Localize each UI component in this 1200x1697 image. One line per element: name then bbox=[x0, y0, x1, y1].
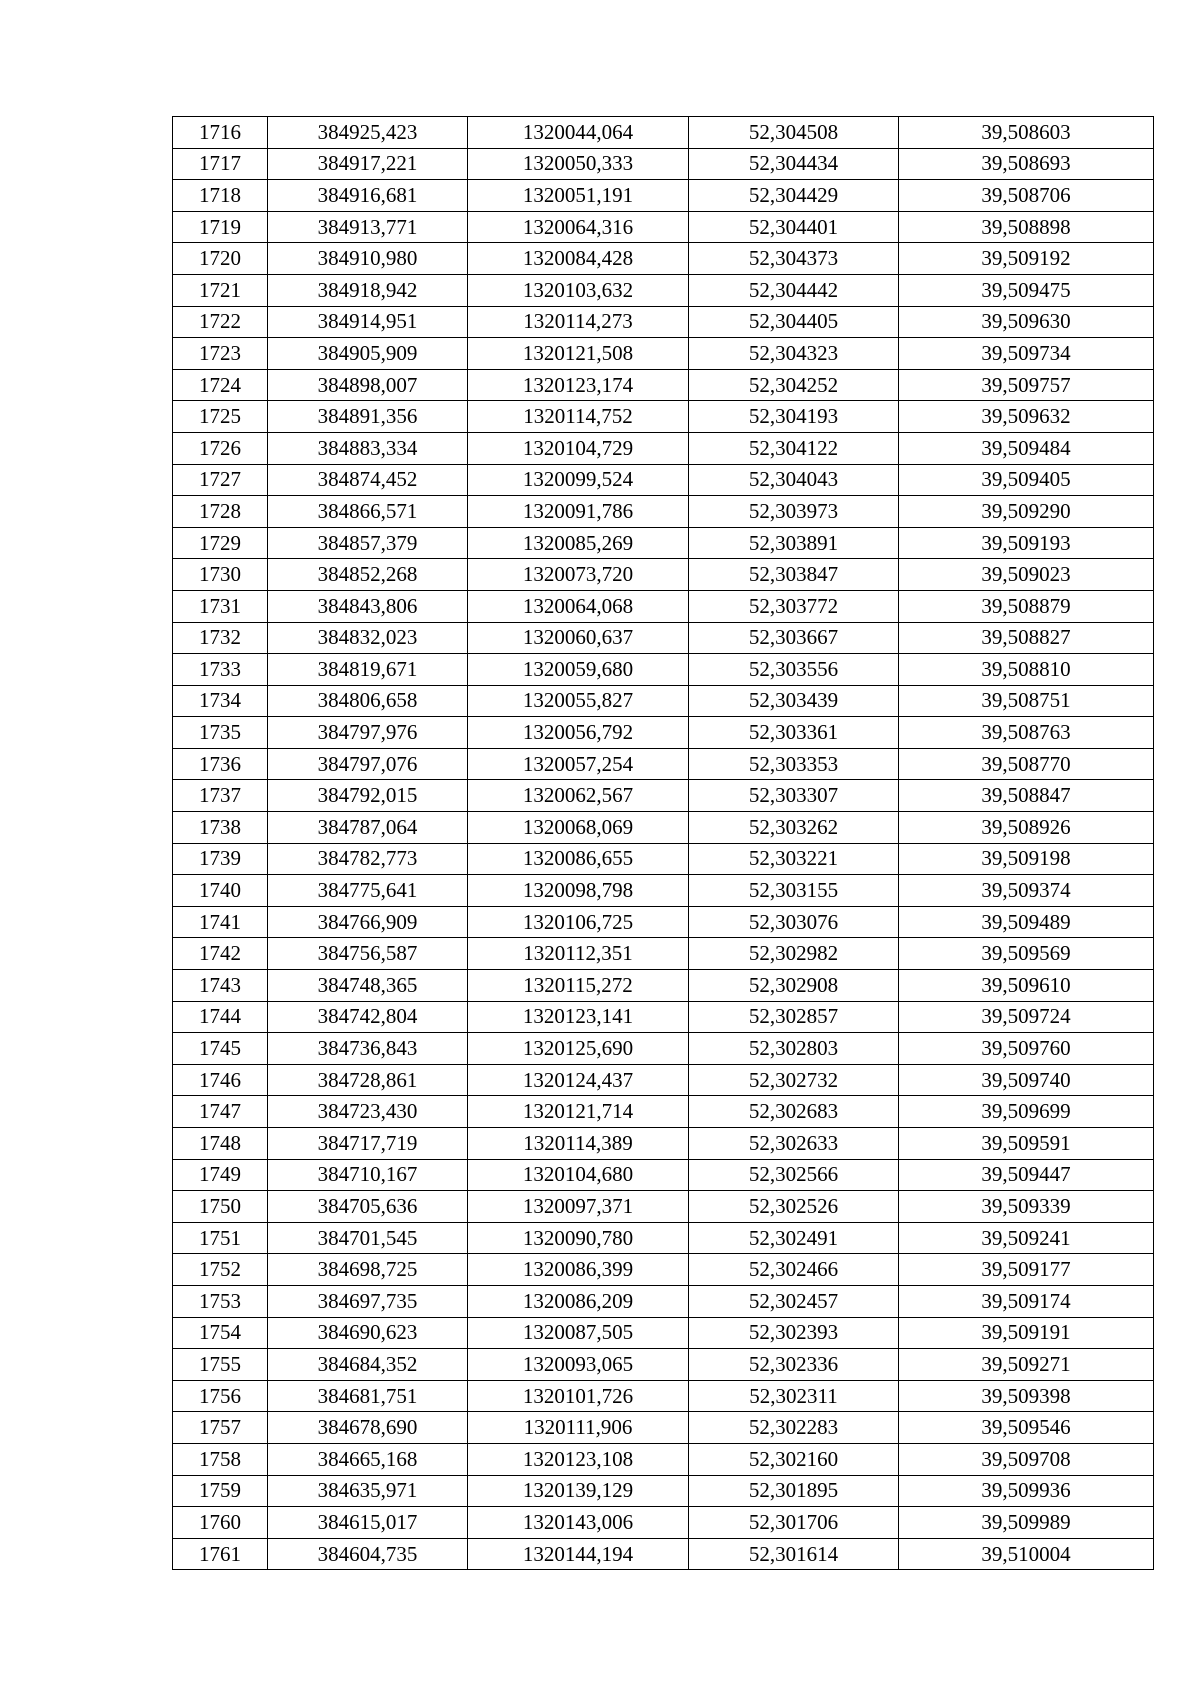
point-number-cell: 1735 bbox=[173, 717, 268, 749]
point-number-cell: 1725 bbox=[173, 401, 268, 433]
point-number-cell: 1718 bbox=[173, 180, 268, 212]
longitude-cell: 39,509339 bbox=[899, 1191, 1154, 1223]
point-number-cell: 1739 bbox=[173, 843, 268, 875]
latitude-cell: 52,302982 bbox=[689, 938, 899, 970]
y-coordinate-cell: 1320051,191 bbox=[468, 180, 689, 212]
x-coordinate-cell: 384918,942 bbox=[268, 274, 468, 306]
y-coordinate-cell: 1320064,316 bbox=[468, 211, 689, 243]
x-coordinate-cell: 384782,773 bbox=[268, 843, 468, 875]
latitude-cell: 52,304193 bbox=[689, 401, 899, 433]
x-coordinate-cell: 384925,423 bbox=[268, 117, 468, 149]
longitude-cell: 39,509374 bbox=[899, 875, 1154, 907]
latitude-cell: 52,303221 bbox=[689, 843, 899, 875]
table-row bbox=[173, 1412, 1154, 1444]
latitude-cell: 52,304122 bbox=[689, 432, 899, 464]
x-coordinate-cell: 384728,861 bbox=[268, 1064, 468, 1096]
y-coordinate-cell: 1320143,006 bbox=[468, 1507, 689, 1539]
table-row bbox=[173, 685, 1154, 717]
y-coordinate-cell: 1320086,209 bbox=[468, 1285, 689, 1317]
table-row bbox=[173, 1001, 1154, 1033]
point-number-cell: 1730 bbox=[173, 559, 268, 591]
longitude-cell: 39,509174 bbox=[899, 1285, 1154, 1317]
table-row bbox=[173, 622, 1154, 654]
y-coordinate-cell: 1320086,655 bbox=[468, 843, 689, 875]
x-coordinate-cell: 384792,015 bbox=[268, 780, 468, 812]
latitude-cell: 52,302857 bbox=[689, 1001, 899, 1033]
latitude-cell: 52,303772 bbox=[689, 590, 899, 622]
latitude-cell: 52,301895 bbox=[689, 1475, 899, 1507]
table-row bbox=[173, 211, 1154, 243]
point-number-cell: 1755 bbox=[173, 1349, 268, 1381]
latitude-cell: 52,302633 bbox=[689, 1128, 899, 1160]
table-row bbox=[173, 1159, 1154, 1191]
y-coordinate-cell: 1320121,714 bbox=[468, 1096, 689, 1128]
table-row bbox=[173, 1064, 1154, 1096]
y-coordinate-cell: 1320091,786 bbox=[468, 496, 689, 528]
table-row bbox=[173, 906, 1154, 938]
y-coordinate-cell: 1320144,194 bbox=[468, 1538, 689, 1570]
y-coordinate-cell: 1320056,792 bbox=[468, 717, 689, 749]
y-coordinate-cell: 1320124,437 bbox=[468, 1064, 689, 1096]
x-coordinate-cell: 384916,681 bbox=[268, 180, 468, 212]
latitude-cell: 52,303262 bbox=[689, 812, 899, 844]
x-coordinate-cell: 384748,365 bbox=[268, 970, 468, 1002]
point-number-cell: 1716 bbox=[173, 117, 268, 149]
x-coordinate-cell: 384756,587 bbox=[268, 938, 468, 970]
table-row bbox=[173, 527, 1154, 559]
point-number-cell: 1748 bbox=[173, 1128, 268, 1160]
longitude-cell: 39,509290 bbox=[899, 496, 1154, 528]
longitude-cell: 39,508827 bbox=[899, 622, 1154, 654]
x-coordinate-cell: 384742,804 bbox=[268, 1001, 468, 1033]
longitude-cell: 39,509192 bbox=[899, 243, 1154, 275]
latitude-cell: 52,304323 bbox=[689, 338, 899, 370]
latitude-cell: 52,302491 bbox=[689, 1222, 899, 1254]
point-number-cell: 1742 bbox=[173, 938, 268, 970]
table-row bbox=[173, 432, 1154, 464]
point-number-cell: 1749 bbox=[173, 1159, 268, 1191]
table-row bbox=[173, 1285, 1154, 1317]
table-row bbox=[173, 1254, 1154, 1286]
longitude-cell: 39,509760 bbox=[899, 1033, 1154, 1065]
table-row bbox=[173, 1380, 1154, 1412]
longitude-cell: 39,509989 bbox=[899, 1507, 1154, 1539]
point-number-cell: 1731 bbox=[173, 590, 268, 622]
x-coordinate-cell: 384905,909 bbox=[268, 338, 468, 370]
longitude-cell: 39,509708 bbox=[899, 1443, 1154, 1475]
x-coordinate-cell: 384701,545 bbox=[268, 1222, 468, 1254]
longitude-cell: 39,508706 bbox=[899, 180, 1154, 212]
table-row bbox=[173, 1507, 1154, 1539]
y-coordinate-cell: 1320123,174 bbox=[468, 369, 689, 401]
point-number-cell: 1729 bbox=[173, 527, 268, 559]
point-number-cell: 1717 bbox=[173, 148, 268, 180]
point-number-cell: 1738 bbox=[173, 812, 268, 844]
y-coordinate-cell: 1320087,505 bbox=[468, 1317, 689, 1349]
point-number-cell: 1740 bbox=[173, 875, 268, 907]
x-coordinate-cell: 384852,268 bbox=[268, 559, 468, 591]
y-coordinate-cell: 1320060,637 bbox=[468, 622, 689, 654]
x-coordinate-cell: 384917,221 bbox=[268, 148, 468, 180]
latitude-cell: 52,304373 bbox=[689, 243, 899, 275]
x-coordinate-cell: 384766,909 bbox=[268, 906, 468, 938]
table-row bbox=[173, 812, 1154, 844]
longitude-cell: 39,510004 bbox=[899, 1538, 1154, 1570]
table-row bbox=[173, 306, 1154, 338]
latitude-cell: 52,302908 bbox=[689, 970, 899, 1002]
y-coordinate-cell: 1320090,780 bbox=[468, 1222, 689, 1254]
longitude-cell: 39,509630 bbox=[899, 306, 1154, 338]
point-number-cell: 1745 bbox=[173, 1033, 268, 1065]
longitude-cell: 39,508847 bbox=[899, 780, 1154, 812]
latitude-cell: 52,302457 bbox=[689, 1285, 899, 1317]
table-row bbox=[173, 1033, 1154, 1065]
point-number-cell: 1719 bbox=[173, 211, 268, 243]
x-coordinate-cell: 384684,352 bbox=[268, 1349, 468, 1381]
y-coordinate-cell: 1320111,906 bbox=[468, 1412, 689, 1444]
x-coordinate-cell: 384787,064 bbox=[268, 812, 468, 844]
latitude-cell: 52,303556 bbox=[689, 654, 899, 686]
longitude-cell: 39,509191 bbox=[899, 1317, 1154, 1349]
point-number-cell: 1743 bbox=[173, 970, 268, 1002]
x-coordinate-cell: 384736,843 bbox=[268, 1033, 468, 1065]
point-number-cell: 1728 bbox=[173, 496, 268, 528]
latitude-cell: 52,302311 bbox=[689, 1380, 899, 1412]
longitude-cell: 39,509591 bbox=[899, 1128, 1154, 1160]
y-coordinate-cell: 1320068,069 bbox=[468, 812, 689, 844]
point-number-cell: 1750 bbox=[173, 1191, 268, 1223]
y-coordinate-cell: 1320121,508 bbox=[468, 338, 689, 370]
table-row bbox=[173, 496, 1154, 528]
y-coordinate-cell: 1320115,272 bbox=[468, 970, 689, 1002]
latitude-cell: 52,303353 bbox=[689, 748, 899, 780]
latitude-cell: 52,304508 bbox=[689, 117, 899, 149]
table-row bbox=[173, 938, 1154, 970]
point-number-cell: 1751 bbox=[173, 1222, 268, 1254]
table-row bbox=[173, 1222, 1154, 1254]
latitude-cell: 52,303847 bbox=[689, 559, 899, 591]
longitude-cell: 39,509475 bbox=[899, 274, 1154, 306]
point-number-cell: 1732 bbox=[173, 622, 268, 654]
table-row bbox=[173, 590, 1154, 622]
longitude-cell: 39,508770 bbox=[899, 748, 1154, 780]
longitude-cell: 39,509757 bbox=[899, 369, 1154, 401]
longitude-cell: 39,508693 bbox=[899, 148, 1154, 180]
longitude-cell: 39,509569 bbox=[899, 938, 1154, 970]
point-number-cell: 1741 bbox=[173, 906, 268, 938]
x-coordinate-cell: 384910,980 bbox=[268, 243, 468, 275]
x-coordinate-cell: 384775,641 bbox=[268, 875, 468, 907]
x-coordinate-cell: 384806,658 bbox=[268, 685, 468, 717]
y-coordinate-cell: 1320050,333 bbox=[468, 148, 689, 180]
latitude-cell: 52,303155 bbox=[689, 875, 899, 907]
longitude-cell: 39,509023 bbox=[899, 559, 1154, 591]
longitude-cell: 39,509484 bbox=[899, 432, 1154, 464]
y-coordinate-cell: 1320114,389 bbox=[468, 1128, 689, 1160]
longitude-cell: 39,509740 bbox=[899, 1064, 1154, 1096]
longitude-cell: 39,508763 bbox=[899, 717, 1154, 749]
longitude-cell: 39,509198 bbox=[899, 843, 1154, 875]
table-row bbox=[173, 1191, 1154, 1223]
x-coordinate-cell: 384615,017 bbox=[268, 1507, 468, 1539]
point-number-cell: 1746 bbox=[173, 1064, 268, 1096]
y-coordinate-cell: 1320104,680 bbox=[468, 1159, 689, 1191]
x-coordinate-cell: 384797,976 bbox=[268, 717, 468, 749]
y-coordinate-cell: 1320057,254 bbox=[468, 748, 689, 780]
latitude-cell: 52,302803 bbox=[689, 1033, 899, 1065]
x-coordinate-cell: 384705,636 bbox=[268, 1191, 468, 1223]
x-coordinate-cell: 384832,023 bbox=[268, 622, 468, 654]
table-row bbox=[173, 117, 1154, 149]
y-coordinate-cell: 1320123,108 bbox=[468, 1443, 689, 1475]
x-coordinate-cell: 384797,076 bbox=[268, 748, 468, 780]
x-coordinate-cell: 384678,690 bbox=[268, 1412, 468, 1444]
point-number-cell: 1744 bbox=[173, 1001, 268, 1033]
longitude-cell: 39,509734 bbox=[899, 338, 1154, 370]
longitude-cell: 39,509489 bbox=[899, 906, 1154, 938]
x-coordinate-cell: 384866,571 bbox=[268, 496, 468, 528]
longitude-cell: 39,509241 bbox=[899, 1222, 1154, 1254]
point-number-cell: 1723 bbox=[173, 338, 268, 370]
latitude-cell: 52,303973 bbox=[689, 496, 899, 528]
point-number-cell: 1720 bbox=[173, 243, 268, 275]
longitude-cell: 39,508898 bbox=[899, 211, 1154, 243]
x-coordinate-cell: 384883,334 bbox=[268, 432, 468, 464]
longitude-cell: 39,509632 bbox=[899, 401, 1154, 433]
point-number-cell: 1736 bbox=[173, 748, 268, 780]
latitude-cell: 52,301706 bbox=[689, 1507, 899, 1539]
longitude-cell: 39,509610 bbox=[899, 970, 1154, 1002]
longitude-cell: 39,508603 bbox=[899, 117, 1154, 149]
latitude-cell: 52,302526 bbox=[689, 1191, 899, 1223]
y-coordinate-cell: 1320106,725 bbox=[468, 906, 689, 938]
table-row bbox=[173, 401, 1154, 433]
y-coordinate-cell: 1320098,798 bbox=[468, 875, 689, 907]
y-coordinate-cell: 1320084,428 bbox=[468, 243, 689, 275]
longitude-cell: 39,509546 bbox=[899, 1412, 1154, 1444]
latitude-cell: 52,302566 bbox=[689, 1159, 899, 1191]
table-row bbox=[173, 780, 1154, 812]
table-row bbox=[173, 369, 1154, 401]
y-coordinate-cell: 1320101,726 bbox=[468, 1380, 689, 1412]
y-coordinate-cell: 1320059,680 bbox=[468, 654, 689, 686]
x-coordinate-cell: 384723,430 bbox=[268, 1096, 468, 1128]
y-coordinate-cell: 1320062,567 bbox=[468, 780, 689, 812]
longitude-cell: 39,509936 bbox=[899, 1475, 1154, 1507]
x-coordinate-cell: 384891,356 bbox=[268, 401, 468, 433]
x-coordinate-cell: 384710,167 bbox=[268, 1159, 468, 1191]
y-coordinate-cell: 1320086,399 bbox=[468, 1254, 689, 1286]
point-number-cell: 1754 bbox=[173, 1317, 268, 1349]
point-number-cell: 1761 bbox=[173, 1538, 268, 1570]
longitude-cell: 39,508810 bbox=[899, 654, 1154, 686]
y-coordinate-cell: 1320139,129 bbox=[468, 1475, 689, 1507]
y-coordinate-cell: 1320125,690 bbox=[468, 1033, 689, 1065]
longitude-cell: 39,509193 bbox=[899, 527, 1154, 559]
coordinates-table bbox=[172, 116, 1154, 1570]
point-number-cell: 1756 bbox=[173, 1380, 268, 1412]
x-coordinate-cell: 384604,735 bbox=[268, 1538, 468, 1570]
x-coordinate-cell: 384819,671 bbox=[268, 654, 468, 686]
table-row bbox=[173, 970, 1154, 1002]
point-number-cell: 1753 bbox=[173, 1285, 268, 1317]
latitude-cell: 52,302393 bbox=[689, 1317, 899, 1349]
latitude-cell: 52,303667 bbox=[689, 622, 899, 654]
table-row bbox=[173, 1443, 1154, 1475]
point-number-cell: 1734 bbox=[173, 685, 268, 717]
x-coordinate-cell: 384681,751 bbox=[268, 1380, 468, 1412]
y-coordinate-cell: 1320085,269 bbox=[468, 527, 689, 559]
y-coordinate-cell: 1320073,720 bbox=[468, 559, 689, 591]
x-coordinate-cell: 384690,623 bbox=[268, 1317, 468, 1349]
table-row bbox=[173, 1349, 1154, 1381]
latitude-cell: 52,302683 bbox=[689, 1096, 899, 1128]
longitude-cell: 39,508751 bbox=[899, 685, 1154, 717]
longitude-cell: 39,509271 bbox=[899, 1349, 1154, 1381]
latitude-cell: 52,304434 bbox=[689, 148, 899, 180]
point-number-cell: 1737 bbox=[173, 780, 268, 812]
table-row bbox=[173, 148, 1154, 180]
y-coordinate-cell: 1320114,273 bbox=[468, 306, 689, 338]
table-row bbox=[173, 1317, 1154, 1349]
latitude-cell: 52,303361 bbox=[689, 717, 899, 749]
latitude-cell: 52,303891 bbox=[689, 527, 899, 559]
x-coordinate-cell: 384857,379 bbox=[268, 527, 468, 559]
longitude-cell: 39,508926 bbox=[899, 812, 1154, 844]
x-coordinate-cell: 384913,771 bbox=[268, 211, 468, 243]
point-number-cell: 1722 bbox=[173, 306, 268, 338]
x-coordinate-cell: 384914,951 bbox=[268, 306, 468, 338]
x-coordinate-cell: 384698,725 bbox=[268, 1254, 468, 1286]
latitude-cell: 52,302283 bbox=[689, 1412, 899, 1444]
longitude-cell: 39,509398 bbox=[899, 1380, 1154, 1412]
point-number-cell: 1757 bbox=[173, 1412, 268, 1444]
latitude-cell: 52,304442 bbox=[689, 274, 899, 306]
x-coordinate-cell: 384843,806 bbox=[268, 590, 468, 622]
point-number-cell: 1758 bbox=[173, 1443, 268, 1475]
x-coordinate-cell: 384697,735 bbox=[268, 1285, 468, 1317]
x-coordinate-cell: 384665,168 bbox=[268, 1443, 468, 1475]
x-coordinate-cell: 384874,452 bbox=[268, 464, 468, 496]
latitude-cell: 52,302732 bbox=[689, 1064, 899, 1096]
x-coordinate-cell: 384898,007 bbox=[268, 369, 468, 401]
table-row bbox=[173, 338, 1154, 370]
point-number-cell: 1721 bbox=[173, 274, 268, 306]
longitude-cell: 39,508879 bbox=[899, 590, 1154, 622]
longitude-cell: 39,509699 bbox=[899, 1096, 1154, 1128]
latitude-cell: 52,302160 bbox=[689, 1443, 899, 1475]
table-row bbox=[173, 243, 1154, 275]
latitude-cell: 52,301614 bbox=[689, 1538, 899, 1570]
y-coordinate-cell: 1320097,371 bbox=[468, 1191, 689, 1223]
latitude-cell: 52,304429 bbox=[689, 180, 899, 212]
y-coordinate-cell: 1320114,752 bbox=[468, 401, 689, 433]
point-number-cell: 1733 bbox=[173, 654, 268, 686]
table-row bbox=[173, 180, 1154, 212]
coordinates-table-body bbox=[173, 117, 1154, 1570]
table-row bbox=[173, 875, 1154, 907]
table-row bbox=[173, 274, 1154, 306]
table-row bbox=[173, 717, 1154, 749]
latitude-cell: 52,304405 bbox=[689, 306, 899, 338]
latitude-cell: 52,304401 bbox=[689, 211, 899, 243]
y-coordinate-cell: 1320055,827 bbox=[468, 685, 689, 717]
table-row bbox=[173, 1475, 1154, 1507]
y-coordinate-cell: 1320044,064 bbox=[468, 117, 689, 149]
y-coordinate-cell: 1320123,141 bbox=[468, 1001, 689, 1033]
table-row bbox=[173, 1128, 1154, 1160]
point-number-cell: 1759 bbox=[173, 1475, 268, 1507]
point-number-cell: 1760 bbox=[173, 1507, 268, 1539]
latitude-cell: 52,303439 bbox=[689, 685, 899, 717]
x-coordinate-cell: 384717,719 bbox=[268, 1128, 468, 1160]
latitude-cell: 52,304252 bbox=[689, 369, 899, 401]
y-coordinate-cell: 1320093,065 bbox=[468, 1349, 689, 1381]
point-number-cell: 1747 bbox=[173, 1096, 268, 1128]
point-number-cell: 1724 bbox=[173, 369, 268, 401]
table-row bbox=[173, 843, 1154, 875]
y-coordinate-cell: 1320103,632 bbox=[468, 274, 689, 306]
longitude-cell: 39,509405 bbox=[899, 464, 1154, 496]
latitude-cell: 52,302336 bbox=[689, 1349, 899, 1381]
table-row bbox=[173, 1538, 1154, 1570]
point-number-cell: 1727 bbox=[173, 464, 268, 496]
y-coordinate-cell: 1320112,351 bbox=[468, 938, 689, 970]
table-row bbox=[173, 559, 1154, 591]
longitude-cell: 39,509447 bbox=[899, 1159, 1154, 1191]
table-row bbox=[173, 748, 1154, 780]
table-row bbox=[173, 464, 1154, 496]
y-coordinate-cell: 1320064,068 bbox=[468, 590, 689, 622]
longitude-cell: 39,509177 bbox=[899, 1254, 1154, 1286]
table-row bbox=[173, 1096, 1154, 1128]
latitude-cell: 52,304043 bbox=[689, 464, 899, 496]
x-coordinate-cell: 384635,971 bbox=[268, 1475, 468, 1507]
point-number-cell: 1752 bbox=[173, 1254, 268, 1286]
y-coordinate-cell: 1320104,729 bbox=[468, 432, 689, 464]
latitude-cell: 52,302466 bbox=[689, 1254, 899, 1286]
table-row bbox=[173, 654, 1154, 686]
latitude-cell: 52,303076 bbox=[689, 906, 899, 938]
longitude-cell: 39,509724 bbox=[899, 1001, 1154, 1033]
point-number-cell: 1726 bbox=[173, 432, 268, 464]
y-coordinate-cell: 1320099,524 bbox=[468, 464, 689, 496]
latitude-cell: 52,303307 bbox=[689, 780, 899, 812]
